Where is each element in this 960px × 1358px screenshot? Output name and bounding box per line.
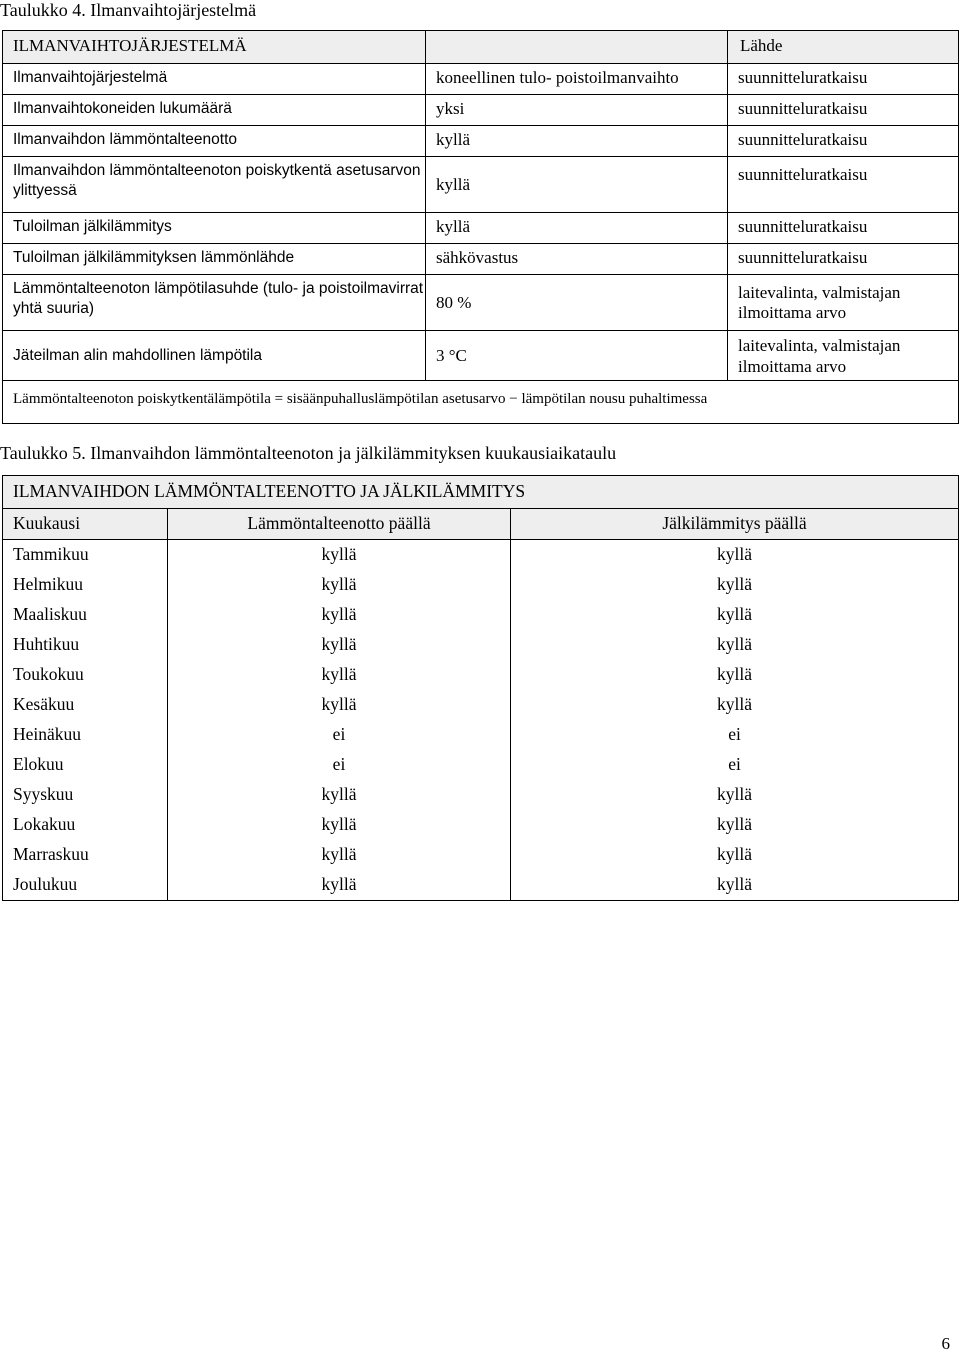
row-value: kyllä xyxy=(426,213,728,244)
table-row xyxy=(3,540,959,571)
table-row xyxy=(3,275,959,331)
month-cell: Elokuu xyxy=(3,750,168,780)
row-value: kyllä xyxy=(426,157,728,213)
month-cell: Helmikuu xyxy=(3,570,168,600)
table5-header-row xyxy=(3,509,959,540)
month-cell: Maaliskuu xyxy=(3,600,168,630)
month-cell: Heinäkuu xyxy=(3,720,168,750)
reheating-cell: kyllä xyxy=(511,660,959,690)
table4-footnote: Lämmöntalteenoton poiskytkentälämpötila = sisäänpuhalluslämpötilan asetusarvo − lämpötilan nousu puhaltimessa xyxy=(3,381,959,424)
heat-recovery-cell: kyllä xyxy=(168,780,511,810)
row-source: suunnitteluratkaisu xyxy=(728,244,959,275)
row-source: suunnitteluratkaisu xyxy=(728,95,959,126)
table-row xyxy=(3,660,959,690)
page-number: 6 xyxy=(941,1334,950,1353)
row-value: koneellinen tulo- poistoilmanvaihto xyxy=(426,64,728,95)
table4-header-system: ILMANVAIHTOJÄRJESTELMÄ xyxy=(3,31,426,64)
table-row xyxy=(3,690,959,720)
header-reheating: Jälkilämmitys päällä xyxy=(511,509,959,540)
table-row xyxy=(3,870,959,901)
table-row xyxy=(3,600,959,630)
monthly-schedule-table xyxy=(2,475,959,901)
row-label: Ilmanvaihtokoneiden lukumäärä xyxy=(3,95,426,126)
row-label: Tuloilman jälkilämmitys xyxy=(3,213,426,244)
header-heat-recovery: Lämmöntalteenotto päällä xyxy=(168,509,511,540)
table4-footnote-row xyxy=(3,381,959,424)
row-label: Tuloilman jälkilämmityksen lämmönlähde xyxy=(3,244,426,275)
table-row xyxy=(3,780,959,810)
row-value: 80 % xyxy=(426,275,728,331)
table-row xyxy=(3,64,959,95)
row-value: 3 °C xyxy=(426,331,728,381)
reheating-cell: kyllä xyxy=(511,690,959,720)
reheating-cell: kyllä xyxy=(511,600,959,630)
heat-recovery-cell: ei xyxy=(168,750,511,780)
table-row xyxy=(3,331,959,381)
table-row xyxy=(3,95,959,126)
row-label: Ilmanvaihtojärjestelmä xyxy=(3,64,426,95)
month-cell: Lokakuu xyxy=(3,810,168,840)
month-cell: Huhtikuu xyxy=(3,630,168,660)
row-label: Jäteilman alin mahdollinen lämpötila xyxy=(3,331,426,381)
table-row xyxy=(3,213,959,244)
row-value: kyllä xyxy=(426,126,728,157)
reheating-cell: kyllä xyxy=(511,780,959,810)
row-label: Lämmöntalteenoton lämpötilasuhde (tulo- ja poistoilmavirrat yhtä suuria) xyxy=(3,275,426,331)
reheating-cell: kyllä xyxy=(511,870,959,901)
row-source: laitevalinta, valmistajan ilmoittama arvo xyxy=(728,331,959,381)
heat-recovery-cell: kyllä xyxy=(168,840,511,870)
month-cell: Kesäkuu xyxy=(3,690,168,720)
table4-caption: Taulukko 4. Ilmanvaihtojärjestelmä xyxy=(0,0,257,20)
reheating-cell: kyllä xyxy=(511,540,959,571)
row-label: Ilmanvaihdon lämmöntalteenotto xyxy=(3,126,426,157)
month-cell: Tammikuu xyxy=(3,540,168,571)
row-value: sähkövastus xyxy=(426,244,728,275)
table-row xyxy=(3,810,959,840)
row-value: yksi xyxy=(426,95,728,126)
row-source: suunnitteluratkaisu xyxy=(728,64,959,95)
reheating-cell: kyllä xyxy=(511,570,959,600)
reheating-cell: kyllä xyxy=(511,630,959,660)
table-row xyxy=(3,750,959,780)
heat-recovery-cell: kyllä xyxy=(168,600,511,630)
heat-recovery-cell: kyllä xyxy=(168,540,511,571)
row-source: suunnitteluratkaisu xyxy=(728,213,959,244)
heat-recovery-cell: kyllä xyxy=(168,660,511,690)
table4-header-row xyxy=(3,31,959,64)
table-row xyxy=(3,840,959,870)
row-source: laitevalinta, valmistajan ilmoittama arvo xyxy=(728,275,959,331)
row-source: suunnitteluratkaisu xyxy=(728,126,959,157)
table-row xyxy=(3,126,959,157)
table5-title: ILMANVAIHDON LÄMMÖNTALTEENOTTO JA JÄLKILÄMMITYS xyxy=(3,476,959,509)
heat-recovery-cell: kyllä xyxy=(168,690,511,720)
table4-header-source: Lähde xyxy=(728,31,959,64)
heat-recovery-cell: kyllä xyxy=(168,630,511,660)
ventilation-system-table xyxy=(2,30,959,424)
table-row xyxy=(3,630,959,660)
reheating-cell: ei xyxy=(511,750,959,780)
heat-recovery-cell: kyllä xyxy=(168,870,511,901)
table-row xyxy=(3,244,959,275)
month-cell: Toukokuu xyxy=(3,660,168,690)
month-cell: Syyskuu xyxy=(3,780,168,810)
table5-title-row xyxy=(3,476,959,509)
row-source: suunnitteluratkaisu xyxy=(728,157,959,213)
heat-recovery-cell: ei xyxy=(168,720,511,750)
table5-caption: Taulukko 5. Ilmanvaihdon lämmöntalteenoton ja jälkilämmityksen kuukausiaikataulu xyxy=(0,443,617,463)
month-cell: Marraskuu xyxy=(3,840,168,870)
row-label: Ilmanvaihdon lämmöntalteenoton poiskytkentä asetusarvon ylittyessä xyxy=(3,157,426,213)
heat-recovery-cell: kyllä xyxy=(168,810,511,840)
table-row xyxy=(3,157,959,213)
reheating-cell: kyllä xyxy=(511,810,959,840)
heat-recovery-cell: kyllä xyxy=(168,570,511,600)
table-row xyxy=(3,570,959,600)
reheating-cell: ei xyxy=(511,720,959,750)
reheating-cell: kyllä xyxy=(511,840,959,870)
table4-header-value xyxy=(426,31,728,64)
header-month: Kuukausi xyxy=(3,509,168,540)
month-cell: Joulukuu xyxy=(3,870,168,901)
table-row xyxy=(3,720,959,750)
